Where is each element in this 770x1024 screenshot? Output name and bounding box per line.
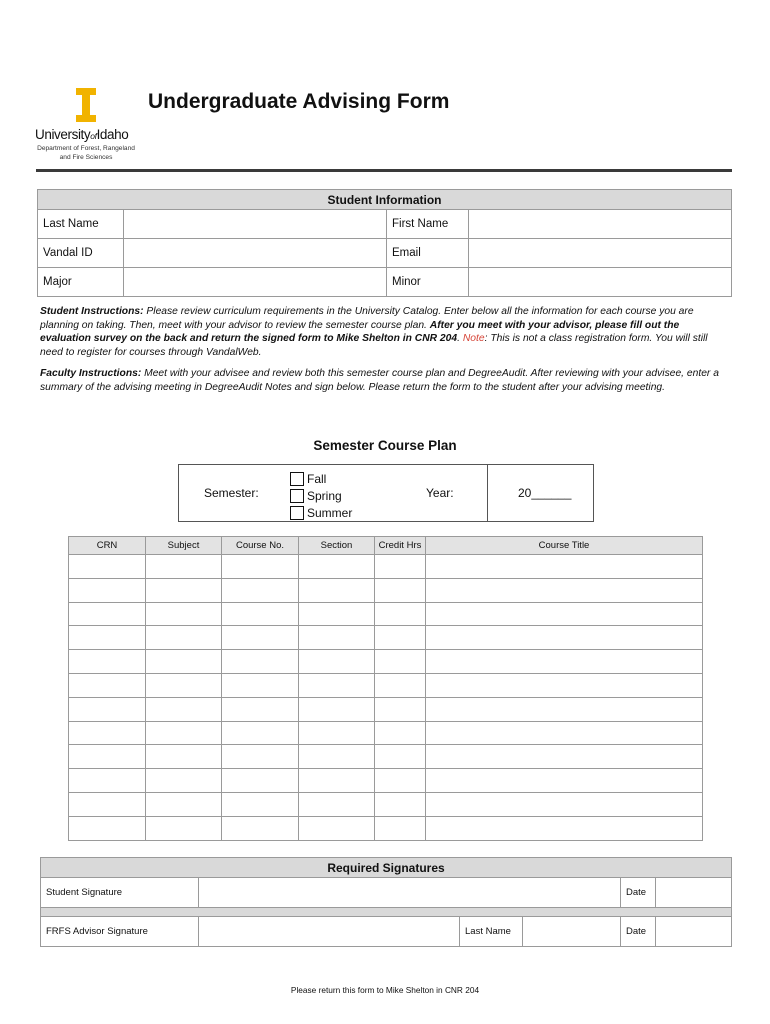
semester-options xyxy=(290,470,352,521)
year-divider xyxy=(487,465,488,521)
course-cell[interactable] xyxy=(426,816,703,840)
course-cell[interactable] xyxy=(146,650,222,674)
form-title: Undergraduate Advising Form xyxy=(148,90,450,113)
course-cell[interactable] xyxy=(375,769,426,793)
course-cell[interactable] xyxy=(299,626,375,650)
course-cell[interactable] xyxy=(146,555,222,579)
student-date-label: Date xyxy=(621,878,656,908)
course-cell[interactable] xyxy=(426,697,703,721)
course-cell[interactable] xyxy=(375,816,426,840)
course-cell[interactable] xyxy=(146,721,222,745)
course-cell[interactable] xyxy=(69,721,146,745)
course-cell[interactable] xyxy=(426,769,703,793)
course-cell[interactable] xyxy=(375,578,426,602)
major-field[interactable] xyxy=(124,268,387,297)
course-cell[interactable] xyxy=(69,626,146,650)
year-label: Year: xyxy=(426,486,454,500)
course-cell[interactable] xyxy=(299,816,375,840)
semester-label: Semester: xyxy=(204,486,259,500)
student-date-field[interactable] xyxy=(656,878,732,908)
advisor-date-field[interactable] xyxy=(656,917,732,947)
course-cell[interactable] xyxy=(222,769,299,793)
student-signature-field[interactable] xyxy=(199,878,621,908)
note-label: Note xyxy=(462,333,485,345)
course-cell[interactable] xyxy=(146,792,222,816)
last-name-label: Last Name xyxy=(38,210,124,239)
column-header-course-title: Course Title xyxy=(426,537,703,555)
course-cell[interactable] xyxy=(69,745,146,769)
advisor-date-label: Date xyxy=(621,917,656,947)
course-cell[interactable] xyxy=(426,555,703,579)
course-cell[interactable] xyxy=(69,816,146,840)
course-row xyxy=(69,769,703,793)
course-cell[interactable] xyxy=(299,697,375,721)
major-label: Major xyxy=(38,268,124,297)
student-instructions-label: Student Instructions: xyxy=(40,306,144,317)
course-cell[interactable] xyxy=(146,578,222,602)
course-cell[interactable] xyxy=(146,673,222,697)
course-cell[interactable] xyxy=(146,697,222,721)
course-cell[interactable] xyxy=(426,578,703,602)
course-cell[interactable] xyxy=(375,745,426,769)
course-rows xyxy=(69,555,703,841)
university-i-icon xyxy=(76,88,96,122)
faculty-instructions: Faculty Instructions: Meet with your advisee and review both this semester course plan and DegreeAudit. After reviewing with your advisee, enter a summary of the advising meeting in DegreeAudit Notes and sign below. Please return the form to the student after your advising meeting. xyxy=(40,368,719,393)
course-plan-title: Semester Course Plan xyxy=(313,438,457,453)
fall-checkbox[interactable] xyxy=(290,472,304,486)
header-divider xyxy=(36,169,732,172)
course-cell[interactable] xyxy=(375,792,426,816)
logo-wordmark: UniversityofIdaho xyxy=(35,127,129,142)
course-cell[interactable] xyxy=(69,578,146,602)
vandal-id-label: Vandal ID xyxy=(38,239,124,268)
course-cell[interactable] xyxy=(375,697,426,721)
course-row xyxy=(69,673,703,697)
course-cell[interactable] xyxy=(222,602,299,626)
course-cell[interactable] xyxy=(299,673,375,697)
minor-label: Minor xyxy=(387,268,469,297)
semester-option-spring[interactable]: Spring xyxy=(290,487,352,504)
course-cell[interactable] xyxy=(69,697,146,721)
course-row xyxy=(69,626,703,650)
course-cell[interactable] xyxy=(146,769,222,793)
course-cell[interactable] xyxy=(426,792,703,816)
column-header-course-no: Course No. xyxy=(222,537,299,555)
course-cell[interactable] xyxy=(146,626,222,650)
course-cell[interactable] xyxy=(299,555,375,579)
course-row xyxy=(69,555,703,579)
course-row xyxy=(69,721,703,745)
university-logo xyxy=(32,86,140,166)
course-cell[interactable] xyxy=(222,578,299,602)
student-info-table xyxy=(37,189,732,297)
minor-field[interactable] xyxy=(469,268,732,297)
advisor-signature-field[interactable] xyxy=(199,917,460,947)
course-cell[interactable] xyxy=(69,792,146,816)
year-field[interactable]: 20______ xyxy=(518,486,572,500)
course-cell[interactable] xyxy=(222,697,299,721)
course-cell[interactable] xyxy=(426,602,703,626)
signature-separator xyxy=(41,908,732,917)
course-cell[interactable] xyxy=(222,555,299,579)
semester-box xyxy=(178,464,594,522)
semester-option-summer[interactable]: Summer xyxy=(290,504,352,521)
faculty-instructions-label: Faculty Instructions: xyxy=(40,368,142,379)
course-cell[interactable] xyxy=(375,650,426,674)
course-cell[interactable] xyxy=(69,769,146,793)
course-cell[interactable] xyxy=(375,626,426,650)
column-header-section: Section xyxy=(299,537,375,555)
course-cell[interactable] xyxy=(146,602,222,626)
course-cell[interactable] xyxy=(299,650,375,674)
course-cell[interactable] xyxy=(69,602,146,626)
course-cell[interactable] xyxy=(375,555,426,579)
course-cell[interactable] xyxy=(299,769,375,793)
course-row xyxy=(69,745,703,769)
column-header-credit-hrs: Credit Hrs xyxy=(375,537,426,555)
course-cell[interactable] xyxy=(222,650,299,674)
course-cell[interactable] xyxy=(375,721,426,745)
course-row xyxy=(69,650,703,674)
column-header-subject: Subject xyxy=(146,537,222,555)
signatures-title: Required Signatures xyxy=(41,858,732,878)
course-cell[interactable] xyxy=(426,650,703,674)
student-signature-label: Student Signature xyxy=(41,878,199,908)
course-row xyxy=(69,816,703,840)
course-cell[interactable] xyxy=(299,721,375,745)
course-cell[interactable] xyxy=(375,602,426,626)
course-cell[interactable] xyxy=(426,745,703,769)
advisor-last-name-label: Last Name xyxy=(460,917,523,947)
course-cell[interactable] xyxy=(222,721,299,745)
first-name-label: First Name xyxy=(387,210,469,239)
course-cell[interactable] xyxy=(69,650,146,674)
column-header-crn: CRN xyxy=(69,537,146,555)
course-cell[interactable] xyxy=(375,673,426,697)
spring-checkbox[interactable] xyxy=(290,489,304,503)
course-cell[interactable] xyxy=(299,578,375,602)
course-row xyxy=(69,578,703,602)
course-cell[interactable] xyxy=(146,745,222,769)
course-row xyxy=(69,697,703,721)
last-name-field[interactable] xyxy=(124,210,387,239)
student-info-title: Student Information xyxy=(38,190,732,210)
logo-department: Department of Forest, Rangeland and Fire Sciences xyxy=(37,145,135,161)
course-cell[interactable] xyxy=(222,745,299,769)
signatures-table xyxy=(40,857,732,947)
course-cell[interactable] xyxy=(426,721,703,745)
course-cell[interactable] xyxy=(146,816,222,840)
course-cell[interactable] xyxy=(299,602,375,626)
course-row xyxy=(69,602,703,626)
summer-checkbox[interactable] xyxy=(290,506,304,520)
first-name-field[interactable] xyxy=(469,210,732,239)
advisor-signature-label: FRFS Advisor Signature xyxy=(41,917,199,947)
course-plan-table xyxy=(68,536,703,841)
semester-option-fall[interactable]: Fall xyxy=(290,470,352,487)
course-cell[interactable] xyxy=(299,745,375,769)
student-instructions-emphasis: After you meet with your advisor, please fill out the evaluation survey on the back and return the signed form to Mike Shelton in CNR 204 xyxy=(40,319,680,345)
course-cell[interactable] xyxy=(426,673,703,697)
email-label: Email xyxy=(387,239,469,268)
vandal-id-field[interactable] xyxy=(124,239,387,268)
course-cell[interactable] xyxy=(222,626,299,650)
course-cell[interactable] xyxy=(222,792,299,816)
student-instructions: Student Instructions: Please review curriculum requirements in the University Catalog. Enter below all the information for each course you are planning on taking. Then, meet with your advisor to review the semester course plan. After you meet with your advisor, please fill out the evaluation survey on the back and return the signed form to Mike Shelton in CNR 204. Note: This is not a class registration form. You will still need to register for courses through VandalWeb. xyxy=(40,306,708,358)
email-field[interactable] xyxy=(469,239,732,268)
course-cell[interactable] xyxy=(222,816,299,840)
advisor-last-name-field[interactable] xyxy=(523,917,621,947)
course-row xyxy=(69,792,703,816)
course-cell[interactable] xyxy=(222,673,299,697)
course-cell[interactable] xyxy=(426,626,703,650)
course-cell[interactable] xyxy=(69,555,146,579)
course-cell[interactable] xyxy=(299,792,375,816)
footer-note: Please return this form to Mike Shelton in CNR 204 xyxy=(290,985,480,995)
course-cell[interactable] xyxy=(69,673,146,697)
